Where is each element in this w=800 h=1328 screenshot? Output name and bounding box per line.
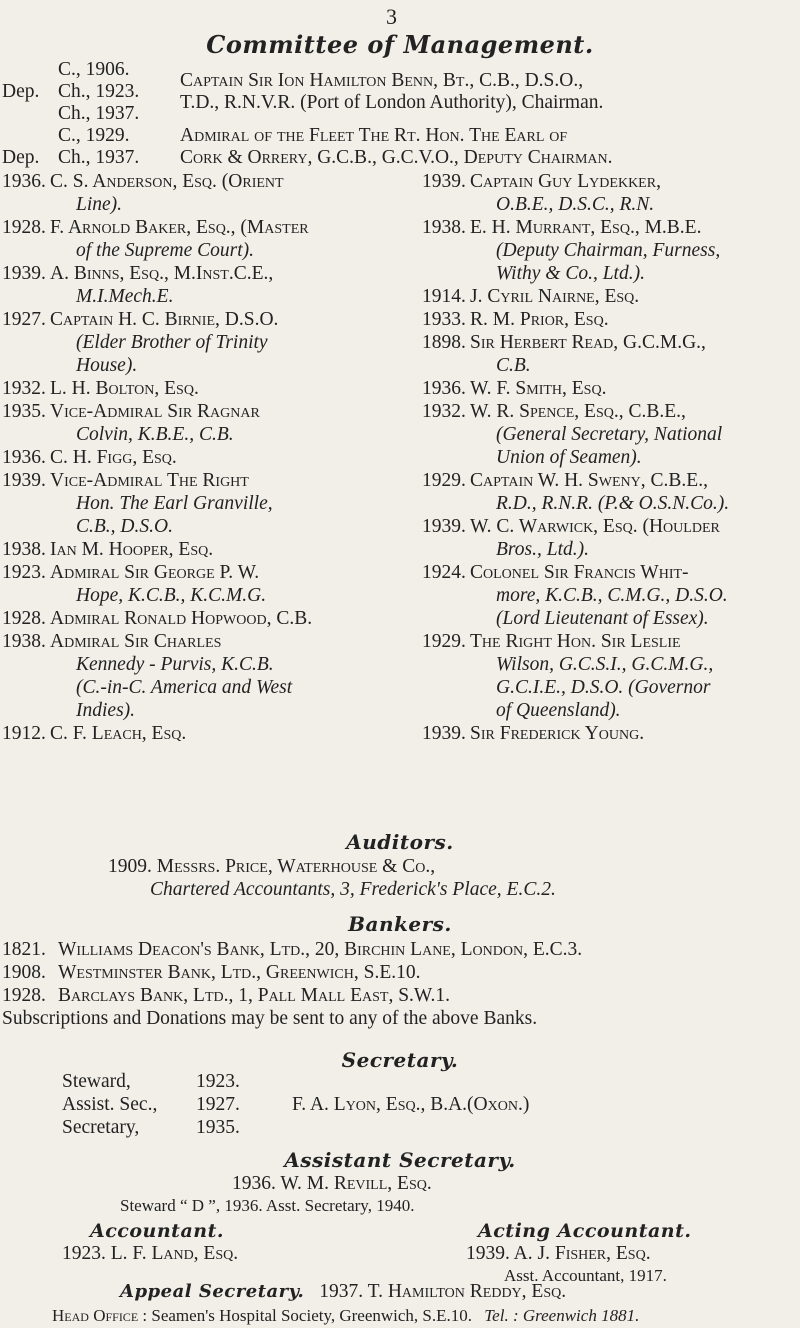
member-entry [2, 607, 400, 630]
member-text [50, 722, 400, 745]
member-name: Captain W. H. Sweny, C.B.E., [470, 470, 708, 491]
bank-text: Barclays Bank, Ltd., 1, Pall Mall East, S.W.1. [58, 985, 451, 1006]
bank-text: Williams Deacon's Bank, Ltd., 20, Birchin Lane, London, E.C.3. [58, 939, 583, 960]
member-entry [422, 170, 800, 216]
member-detail: House). [76, 355, 138, 376]
member-entry [2, 170, 400, 216]
assistant-secretary-line1: 1936. W. M. Revill, Esq. [232, 1173, 432, 1194]
bank-year: 1908. [2, 962, 46, 983]
member-detail: (General Secretary, National [496, 424, 723, 445]
secretary-name: F. A. Lyon, Esq., B.A.(Oxon.) [292, 1094, 530, 1115]
member-detail: Hope, K.C.B., K.C.M.G. [76, 585, 267, 606]
member-entry [422, 400, 800, 469]
auditors-year: 1909. [108, 856, 152, 877]
secretary-year: 1935. [196, 1117, 240, 1138]
officer-name: Captain Sir Ion Hamilton Benn, Bt., C.B., D.S.O., [180, 70, 584, 91]
members-left-column [2, 170, 400, 745]
member-name: W. C. Warwick, Esq. (Houlder [470, 516, 720, 537]
member-name: A. Binns, Esq., M.Inst.C.E., [50, 263, 274, 284]
secretary-role: Assist. Sec., [62, 1094, 158, 1115]
member-detail: of the Supreme Court). [76, 240, 255, 261]
member-year: 1938. [2, 631, 46, 652]
bankers-list [2, 938, 800, 1007]
member-text [50, 607, 400, 630]
member-detail: G.C.I.E., D.S.O. (Governor [496, 677, 711, 698]
appeal-secretary-line: 1937. T. Hamilton Reddy, Esq. [319, 1281, 567, 1302]
member-year: 1936. [422, 378, 466, 399]
member-text [470, 308, 800, 331]
member-year: 1933. [422, 309, 466, 330]
member-name: Admiral Sir George P. W. [50, 562, 260, 583]
member-detail: more, K.C.B., C.M.G., D.S.O. [496, 585, 728, 606]
officer-detail: Cork & Orrery, G.C.B., G.C.V.O., Deputy Chairman. [180, 147, 613, 168]
officer-term: Ch., 1923. [58, 81, 140, 102]
member-year: 1938. [2, 539, 46, 560]
member-name: Sir Frederick Young. [470, 723, 645, 744]
member-text [50, 170, 400, 216]
secretary-years [196, 1070, 240, 1139]
member-name: C. H. Figg, Esq. [50, 447, 177, 468]
appeal-block [120, 1280, 800, 1303]
member-text [470, 377, 800, 400]
head-office [52, 1304, 639, 1327]
member-detail: Withy & Co., Ltd.). [496, 263, 645, 284]
member-name: Colonel Sir Francis Whit- [470, 562, 689, 583]
member-detail: Bros., Ltd.). [496, 539, 589, 560]
member-name: L. H. Bolton, Esq. [50, 378, 199, 399]
member-text [470, 170, 800, 216]
member-name: R. M. Prior, Esq. [470, 309, 609, 330]
officer-detail: T.D., R.N.V.R. (Port of London Authority), Chairman. [180, 92, 604, 113]
secretary-role: Secretary, [62, 1117, 140, 1138]
member-text [50, 561, 400, 607]
member-detail: Wilson, G.C.S.I., G.C.M.G., [496, 654, 714, 675]
member-detail: Indies). [76, 700, 136, 721]
acting-accountant-line2: Asst. Accountant, 1917. [504, 1266, 667, 1285]
member-detail: Hon. The Earl Granville, [76, 493, 273, 514]
secretary-year: 1927. [196, 1094, 240, 1115]
officer-term: C., 1906. [58, 59, 130, 80]
member-year: 1914. [422, 286, 466, 307]
member-text [50, 216, 400, 262]
member-text [470, 630, 800, 722]
member-entry [422, 722, 800, 745]
member-detail: O.B.E., D.S.C., R.N. [496, 194, 655, 215]
member-year: 1939. [422, 723, 466, 744]
auditors-heading: Auditors. [346, 830, 454, 854]
member-name: C. F. Leach, Esq. [50, 723, 187, 744]
secretary-role: Steward, [62, 1071, 131, 1092]
member-name: J. Cyril Nairne, Esq. [470, 286, 640, 307]
officer-role: Dep. [2, 147, 40, 168]
member-year: 1935. [2, 401, 46, 422]
members-right-column [422, 170, 800, 745]
member-entry [2, 308, 400, 377]
member-entry [422, 377, 800, 400]
member-year: 1898. [422, 332, 466, 353]
secretary-year: 1923. [196, 1071, 240, 1092]
member-year: 1936. [2, 171, 46, 192]
member-detail: R.D., R.N.R. (P.& O.S.N.Co.). [496, 493, 730, 514]
member-name: W. F. Smith, Esq. [470, 378, 607, 399]
member-text [470, 285, 800, 308]
member-year: 1939. [422, 516, 466, 537]
member-name: Captain H. C. Birnie, D.S.O. [50, 309, 279, 330]
officer-term: C., 1929. [58, 125, 130, 146]
assistant-secretary-heading: Assistant Secretary. [284, 1148, 516, 1172]
member-entry [422, 469, 800, 515]
member-year: 1939. [2, 470, 46, 491]
member-detail: (Lord Lieutenant of Essex). [496, 608, 709, 629]
page-number: 3 [386, 4, 397, 29]
member-detail: C.B. [496, 355, 531, 376]
head-office-text: Seamen's Hospital Society, Greenwich, S.E.10. [151, 1306, 473, 1325]
bank-text: Westminster Bank, Ltd., Greenwich, S.E.10. [58, 962, 421, 983]
member-year: 1928. [2, 608, 46, 629]
member-entry [2, 722, 400, 745]
member-text [470, 400, 800, 469]
officer-name: Admiral of the Fleet The Rt. Hon. The Earl of [180, 125, 568, 146]
member-entry [2, 446, 400, 469]
member-entry [422, 331, 800, 377]
member-year: 1929. [422, 470, 466, 491]
member-year: 1927. [2, 309, 46, 330]
auditors-firm: Messrs. Price, Waterhouse & Co., [156, 856, 436, 877]
bank-entry [2, 938, 800, 961]
member-entry [2, 538, 400, 561]
officer-term: Ch., 1937. [58, 147, 140, 168]
secretary-heading: Secretary. [341, 1048, 459, 1072]
member-detail: (C.-in-C. America and West [76, 677, 293, 698]
member-entry [422, 285, 800, 308]
member-name: W. R. Spence, Esq., C.B.E., [470, 401, 686, 422]
bank-year: 1821. [2, 939, 46, 960]
member-text [470, 469, 800, 515]
bankers-heading: Bankers. [348, 912, 452, 936]
member-entry [422, 308, 800, 331]
accountant-heading: Accountant. [90, 1220, 224, 1242]
head-office-label: Head Office : [52, 1306, 148, 1325]
bank-entry [2, 961, 800, 984]
member-name: The Right Hon. Sir Leslie [470, 631, 681, 652]
member-entry [2, 561, 400, 607]
secretary-roles [62, 1070, 157, 1139]
member-detail: Kennedy - Purvis, K.C.B. [76, 654, 274, 675]
officer-role: Dep. [2, 81, 40, 102]
member-year: 1936. [2, 447, 46, 468]
acting-accountant-line1: 1939. A. J. Fisher, Esq. [466, 1243, 651, 1264]
member-detail: M.I.Mech.E. [76, 286, 174, 307]
member-entry [422, 515, 800, 561]
member-name: Admiral Ronald Hopwood, C.B. [50, 608, 313, 629]
member-entry [422, 630, 800, 722]
member-text [470, 561, 800, 630]
member-year: 1932. [2, 378, 46, 399]
member-text [50, 400, 400, 446]
assistant-secretary-line2: Steward “ D ”, 1936. Asst. Secretary, 1940. [120, 1196, 415, 1215]
member-name: Vice-Admiral The Right [50, 470, 249, 491]
member-name: Captain Guy Lydekker, [470, 171, 661, 192]
member-name: Vice-Admiral Sir Ragnar [50, 401, 260, 422]
member-text [50, 262, 400, 308]
page-title: Committee of Management. [206, 30, 594, 59]
member-name: Ian M. Hooper, Esq. [50, 539, 214, 560]
member-entry [2, 630, 400, 722]
member-name: E. H. Murrant, Esq., M.B.E. [470, 217, 702, 238]
accountant-line: 1923. L. F. Land, Esq. [62, 1243, 239, 1264]
member-entry [422, 216, 800, 285]
member-detail: (Elder Brother of Trinity [76, 332, 268, 353]
auditors-line2: Chartered Accountants, 3, Frederick's Place, E.C.2. [150, 879, 556, 900]
member-text [470, 515, 800, 561]
member-text [50, 538, 400, 561]
member-text [50, 377, 400, 400]
member-name: Sir Herbert Read, G.C.M.G., [470, 332, 706, 353]
acting-accountant-heading: Acting Accountant. [478, 1220, 692, 1242]
member-year: 1912. [2, 723, 46, 744]
bankers-note: Subscriptions and Donations may be sent to any of the above Banks. [2, 1008, 538, 1029]
member-name: Admiral Sir Charles [50, 631, 222, 652]
member-text [50, 630, 400, 722]
member-name: C. S. Anderson, Esq. (Orient [50, 171, 284, 192]
member-entry [2, 469, 400, 538]
member-detail: C.B., D.S.O. [76, 516, 173, 537]
member-entry [2, 262, 400, 308]
member-text [470, 216, 800, 285]
member-entry [2, 377, 400, 400]
member-detail: Line). [76, 194, 123, 215]
member-text [470, 331, 800, 377]
member-year: 1939. [2, 263, 46, 284]
member-entry [422, 561, 800, 630]
bank-year: 1928. [2, 985, 46, 1006]
member-year: 1938. [422, 217, 466, 238]
member-year: 1929. [422, 631, 466, 652]
member-year: 1939. [422, 171, 466, 192]
appeal-secretary-heading-inline: Appeal Secretary. [120, 1281, 305, 1302]
member-year: 1932. [422, 401, 466, 422]
officer-term: Ch., 1937. [58, 103, 140, 124]
head-office-tel: Tel. : Greenwich 1881. [484, 1306, 640, 1325]
auditors-line1 [108, 855, 435, 878]
member-detail: of Queensland). [496, 700, 621, 721]
member-entry [2, 216, 400, 262]
member-entry [2, 400, 400, 446]
bank-entry [2, 984, 800, 1007]
member-name: F. Arnold Baker, Esq., (Master [50, 217, 309, 238]
member-year: 1928. [2, 217, 46, 238]
member-detail: Colvin, K.B.E., C.B. [76, 424, 234, 445]
member-detail: (Deputy Chairman, Furness, [496, 240, 721, 261]
member-detail: Union of Seamen). [496, 447, 642, 468]
member-text [470, 722, 800, 745]
member-year: 1923. [2, 562, 46, 583]
member-year: 1924. [422, 562, 466, 583]
member-text [50, 469, 400, 538]
member-text [50, 446, 400, 469]
member-text [50, 308, 400, 377]
